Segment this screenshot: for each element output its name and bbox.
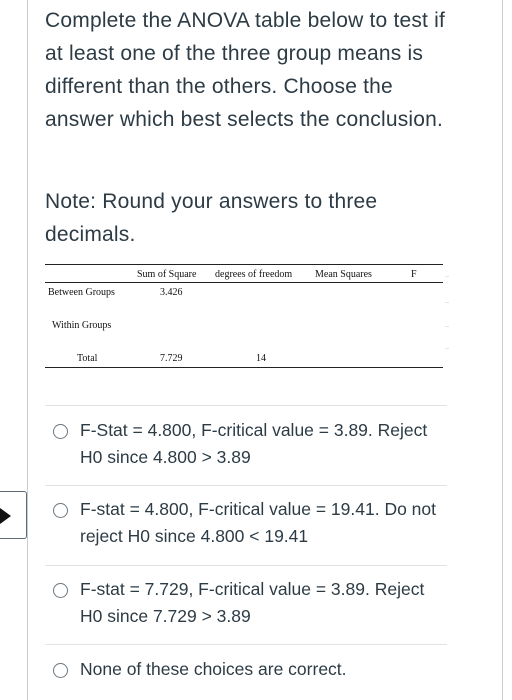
table-edge-mark — [445, 326, 449, 327]
rounding-note: Note: Round your answers to three decimals. — [45, 190, 378, 246]
table-edge-mark — [445, 302, 449, 303]
radio-button[interactable] — [53, 663, 68, 678]
answer-option-label: F-Stat = 4.800, F-critical value = 3.89. Reject H0 since 4.800 > 3.89 — [80, 420, 428, 467]
anova-table — [45, 264, 443, 370]
answer-option-2[interactable] — [45, 496, 447, 556]
answer-option-label: F-stat = 7.729, F-critical value = 3.89. Reject H0 since 7.729 > 3.89 — [80, 579, 425, 626]
row-label-between: Between Groups — [48, 287, 115, 298]
row-label-within: Within Groups — [52, 320, 112, 331]
options-separator — [45, 405, 447, 406]
radio-button[interactable] — [53, 583, 68, 598]
options-separator — [45, 644, 447, 645]
cell-between-ss: 3.426 — [160, 287, 183, 298]
radio-button[interactable] — [53, 503, 68, 518]
answer-option-label: None of these choices are correct. — [80, 659, 347, 679]
answer-option-4[interactable] — [45, 656, 447, 686]
header-sum-of-square: Sum of Square — [137, 269, 197, 280]
header-mean-squares: Mean Squares — [315, 269, 372, 280]
header-f: F — [411, 269, 417, 280]
question-prompt: Complete the ANOVA table below to test if at least one of the three group means is different than the others. Choose the answer which best selects the conclusion. — [45, 9, 446, 131]
options-separator — [45, 485, 447, 486]
cell-total-ss: 7.729 — [160, 353, 183, 364]
table-edge-mark — [445, 348, 449, 349]
table-bottom-rule — [45, 367, 443, 368]
answer-option-3[interactable] — [45, 576, 447, 636]
options-separator — [45, 565, 447, 566]
header-degrees-of-freedom: degrees of freedom — [215, 269, 293, 280]
current-question-marker — [0, 491, 27, 539]
row-label-total: Total — [77, 353, 98, 364]
radio-button[interactable] — [53, 424, 68, 439]
answer-option-1[interactable] — [45, 417, 447, 477]
table-edge-mark — [445, 276, 449, 277]
cell-total-df: 14 — [256, 353, 266, 364]
arrow-right-icon — [0, 508, 11, 524]
answer-option-label: F-stat = 4.800, F-critical value = 19.41. Do not reject H0 since 4.800 < 19.41 — [80, 499, 437, 546]
table-top-rule — [45, 264, 443, 265]
table-header-rule — [45, 282, 443, 283]
